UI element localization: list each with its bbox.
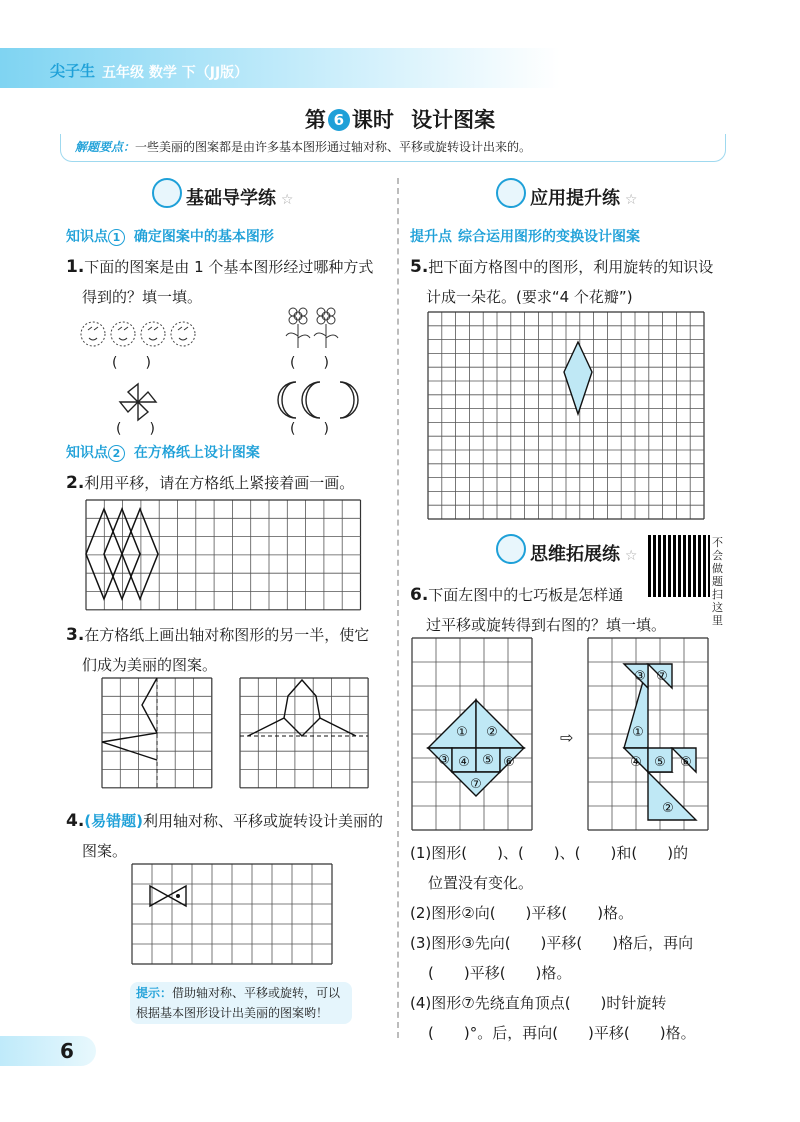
hint-box: 提示：借助轴对称、平移或旋转，可以 根据基本图形设计出美丽的图案哟！ xyxy=(130,982,352,1024)
grade-label: 五年级 数学 下（JJ版） xyxy=(102,65,249,81)
answer-line-4b[interactable]: ( )°。后，再向( )平移( )格。 xyxy=(428,1024,696,1042)
q3-grid-right[interactable] xyxy=(240,678,370,788)
piece-1-label: ① xyxy=(456,725,468,740)
mascot-icon xyxy=(152,178,182,208)
piece-7-label-r: ⑦ xyxy=(656,669,668,684)
piece-3-label-r: ③ xyxy=(634,669,646,684)
piece-4-label-r: ④ xyxy=(630,755,642,770)
answer-line-4[interactable]: (4)图形⑦先绕直角顶点( )时针旋转 xyxy=(410,994,667,1012)
section-title-basic: 基础导学练 ☆ xyxy=(186,188,294,209)
question-3: 3.在方格纸上画出轴对称图形的另一半，使它 们成为美丽的图案。 xyxy=(66,625,370,674)
question-6: 6.下面左图中的七巧板是怎样通 过平移或旋转得到右图的？填一填。 xyxy=(410,585,667,634)
improvement-point: 提升点 综合运用图形的变换设计图案 xyxy=(410,229,640,245)
answer-blank-1b[interactable]: ( ) xyxy=(290,355,329,371)
tangram-right-grid xyxy=(588,638,714,834)
question-6-answers xyxy=(410,838,740,1048)
section-title-apply: 应用提升练 ☆ xyxy=(530,188,638,209)
piece-2-label-r: ② xyxy=(662,801,674,816)
answer-line-2[interactable]: (2)图形②向( )平移( )格。 xyxy=(410,904,634,922)
piece-2-label: ② xyxy=(486,725,498,740)
q5-grid[interactable] xyxy=(428,312,710,520)
answer-blank-1d[interactable]: ( ) xyxy=(290,421,329,437)
question-5: 5.把下面方格图中的图形，利用旋转的知识设 计成一朵花。(要求“4 个花瓣”) xyxy=(410,257,714,306)
q1-moons-figure xyxy=(282,380,354,420)
piece-7-label: ⑦ xyxy=(470,777,482,792)
piece-4-label: ④ xyxy=(458,755,470,770)
answer-line-1[interactable]: (1)图形( )、( )、( )和( )的 xyxy=(410,844,689,862)
qr-caption: 不会做题扫这里 xyxy=(712,536,723,627)
piece-3-label: ③ xyxy=(438,753,450,768)
piece-5-label-r: ⑤ xyxy=(654,755,666,770)
page-number: 6 xyxy=(0,1036,96,1066)
section-title-extend: 思维拓展练 ☆ xyxy=(530,544,638,565)
piece-6-label: ⑥ xyxy=(503,755,515,770)
piece-1-label-r: ① xyxy=(632,725,644,740)
piece-6-label-r: ⑥ xyxy=(680,755,692,770)
answer-line-1b: 位置没有变化。 xyxy=(428,874,534,892)
transform-arrow: ⇨ xyxy=(560,728,574,747)
q1-flowers-figure xyxy=(284,306,344,350)
q4-grid[interactable] xyxy=(132,864,334,976)
page-title: 第 6 课时 设计图案 xyxy=(304,108,496,132)
mascot-icon-2 xyxy=(496,178,526,208)
q2-grid[interactable] xyxy=(86,500,366,610)
question-4: 4.(易错题)利用轴对称、平移或旋转设计美丽的 图案。 xyxy=(66,811,384,860)
tip-box: 解题要点：一些美丽的图案都是由许多基本图形通过轴对称、平移或旋转设计出来的。 xyxy=(60,134,726,162)
q3-grid-left[interactable] xyxy=(102,678,212,788)
answer-line-3[interactable]: (3)图形③先向( )平移( )格后，再向 xyxy=(410,934,694,952)
brand-logo: 尖子生 xyxy=(50,62,96,80)
answer-line-3b[interactable]: ( )平移( )格。 xyxy=(428,964,572,982)
answer-blank-1c[interactable]: ( ) xyxy=(116,421,155,437)
tangram-left-grid xyxy=(412,638,540,834)
question-1: 1.下面的图案是由 1 个基本图形经过哪种方式 得到的？填一填。 xyxy=(66,257,374,306)
mascot-icon-3 xyxy=(496,534,526,564)
question-2: 2.利用平移，请在方格纸上紧接着画一画。 xyxy=(66,473,355,493)
answer-blank-1a[interactable]: ( ) xyxy=(112,355,151,371)
knowledge-point-1: 知识点 1 确定图案中的基本图形 xyxy=(66,229,274,245)
piece-5-label: ⑤ xyxy=(482,753,494,768)
knowledge-point-2: 知识点 2 在方格纸上设计图案 xyxy=(66,445,260,461)
column-divider xyxy=(397,178,399,1038)
q1-pinwheel-figure xyxy=(118,382,158,422)
q1-faces-figure xyxy=(80,320,200,350)
